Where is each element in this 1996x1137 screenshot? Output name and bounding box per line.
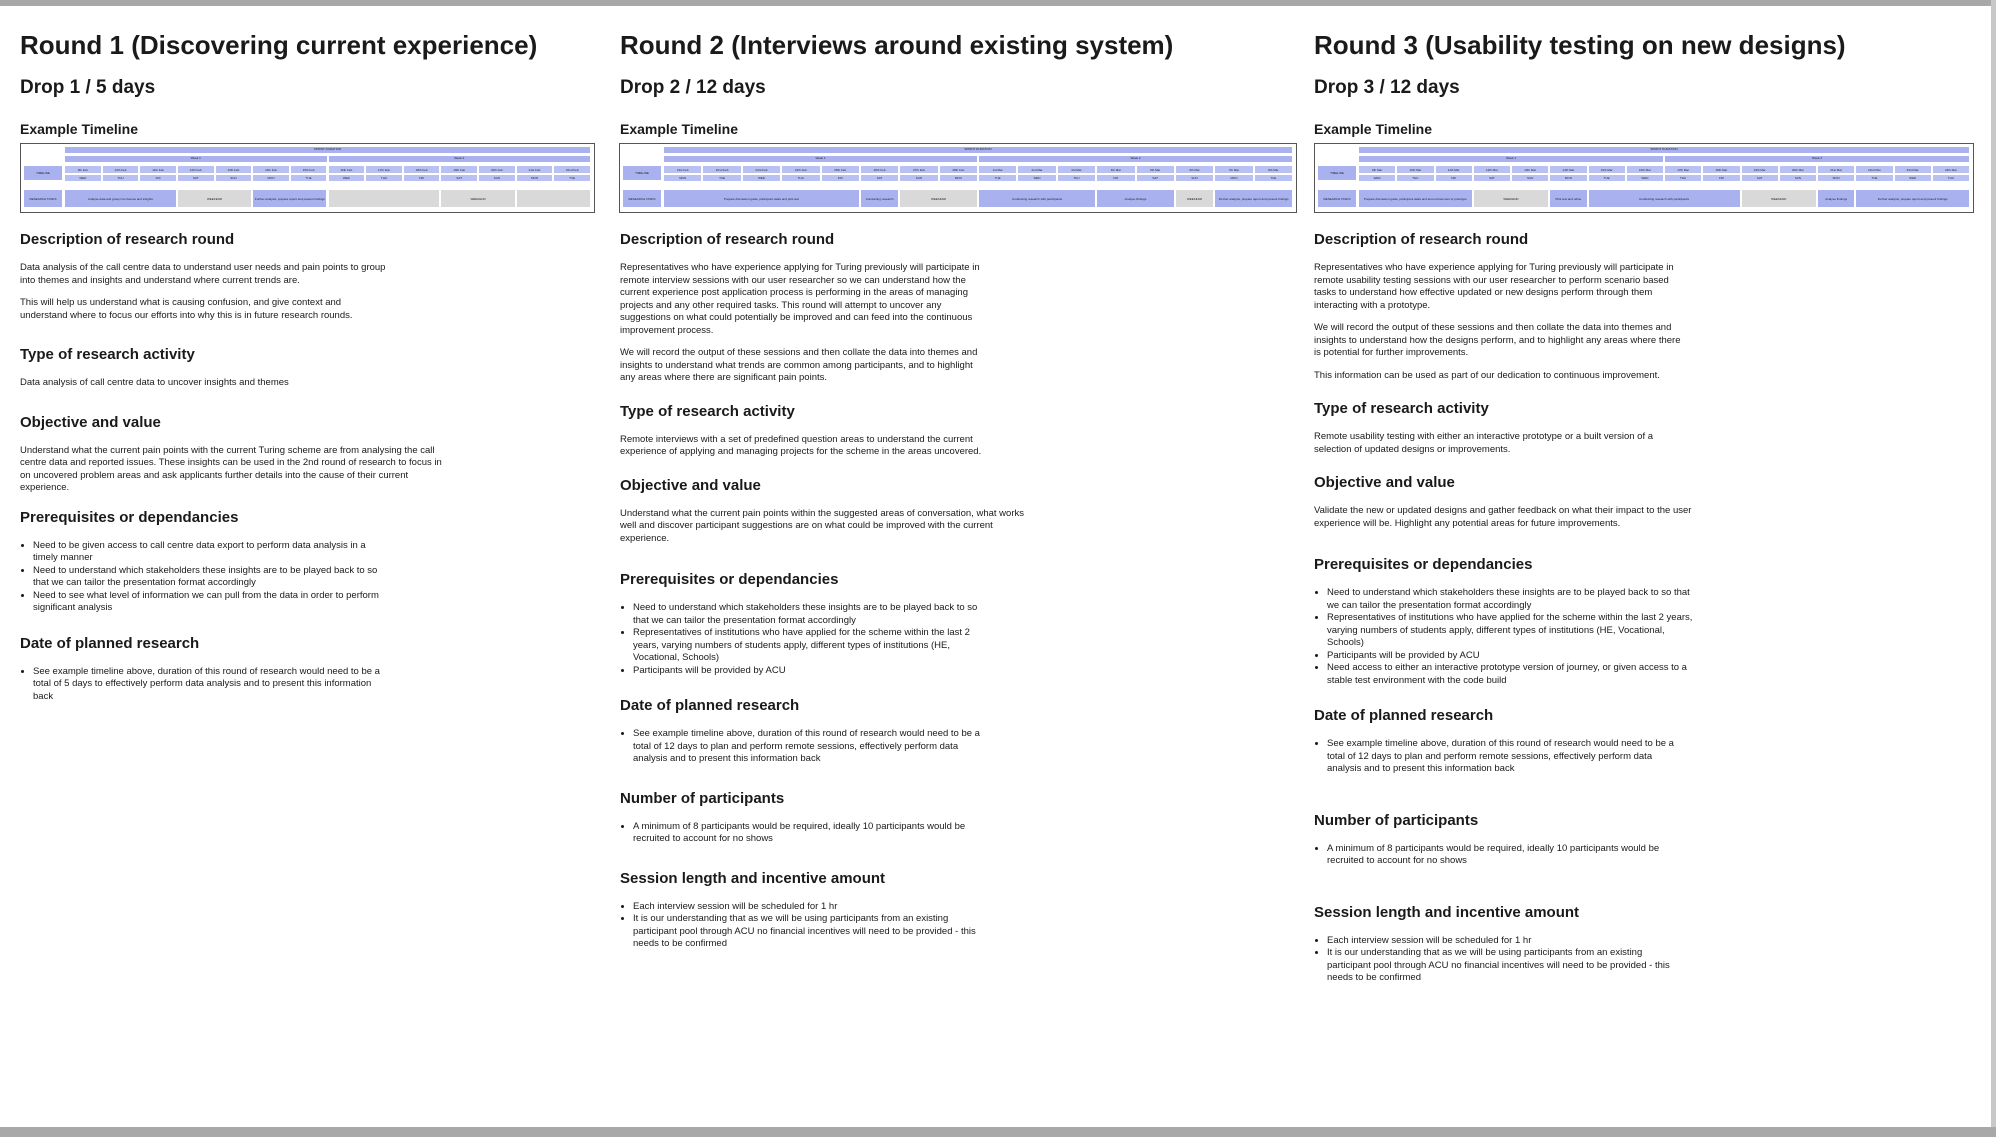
research-task-cell: WEEKEND [900, 190, 977, 207]
timeline-day-cell: TUE [979, 175, 1016, 181]
timeline-date-cell: 10th Mar [1397, 166, 1433, 173]
session-list [1314, 935, 1687, 985]
timeline-date-cell: 26th Feb [861, 166, 898, 173]
timeline-date-cell: 20th Mar [1780, 166, 1816, 173]
week-band: Week 2 [979, 156, 1292, 162]
timeline-day-cell: TUE [1589, 175, 1625, 181]
prerequisites-heading: Prerequisites or dependancies [1314, 556, 1533, 573]
timeline-day-cell: THU [782, 175, 819, 181]
timeline-date-cell: 16th Feb [329, 166, 365, 173]
timeline-date-cell: 13th Mar [1512, 166, 1548, 173]
list-item: • Representatives of institutions who have applied for the scheme within the last 2 years, varying numbers of students apply, different types of institutions (HE, Vocational, Schools) [633, 627, 993, 665]
description-paragraph: We will record the output of these sessions and then collate the data into themes and insights to understand how the designs perform, and to highlight any areas where there is potential for further improvements. [1314, 322, 1681, 358]
description-paragraph: We will record the output of these sessions and then collate the data into themes and insights to understand what trends are common among participants, and to highlight any areas where there are significant pain points. [620, 347, 978, 383]
research-task-cell [329, 190, 440, 207]
research-task-cell: Conducting research with participants [1589, 190, 1740, 207]
timeline-day-cell: SAT [441, 175, 477, 181]
timeline-date-cell: 21st Feb [664, 166, 701, 173]
timeline-date-cell: 4th Mar [1097, 166, 1134, 173]
sprint-duration-band: SPRINT DURATION [65, 147, 590, 153]
objective-heading: Objective and value [20, 413, 161, 431]
timeline-date-cell: 22nd Feb [703, 166, 740, 173]
timeline-date-cell: 27th Feb [900, 166, 937, 173]
timeline-day-cell: MON [1550, 175, 1586, 181]
timeline-date-cell: 24th Mar [1933, 166, 1969, 173]
research-task-cell: Conducting research with participants [979, 190, 1095, 207]
timeline-date-cell: 11th Mar [1436, 166, 1472, 173]
type-text: Data analysis of call centre data to uncover insights and themes [20, 377, 289, 388]
timeline-day-cell: MON [517, 175, 553, 181]
objective-text: Understand what the current pain points with the current Turing scheme are from analysing the call centre data and reported issues. These insights can be used in the 2nd round of research to focus in on uncovered problem areas and ask applicants further details into the cause of their current experience. [20, 444, 442, 493]
research-task-cell: Pilot test and refine [1550, 190, 1586, 207]
drop-label: Drop 1 / 5 days [20, 77, 156, 98]
timeline-day-cell: MON [664, 175, 701, 181]
description-paragraph: This information can be used as part of our dedication to continuous improvement. [1314, 369, 1660, 381]
timeline-day-cell: WED [1895, 175, 1931, 181]
list-item: • Need to see what level of information we can pull from the data in order to perform significant analysis [33, 590, 393, 615]
timeline-date-cell: 18th Mar [1703, 166, 1739, 173]
timeline-day-cell: SAT [1474, 175, 1510, 181]
timeline-row-label: TIMELINE [623, 166, 661, 180]
date-heading: Date of planned research [620, 697, 800, 714]
timeline-date-cell: 24th Feb [782, 166, 819, 173]
timeline-day-cell: FRI [404, 175, 440, 181]
timeline-date-cell: 9th Feb [65, 166, 101, 173]
timeline-day-cell: FRI [140, 175, 176, 181]
timeline-day-cell: SUN [479, 175, 515, 181]
timeline-heading: Example Timeline [1314, 121, 1433, 137]
timeline-table [20, 143, 595, 213]
timeline-day-cell: THU [366, 175, 402, 181]
research-task-cell: Further analysis, prepare report and present findings [253, 190, 326, 207]
research-task-cell: Analyse data and group into themes and insights [65, 190, 176, 207]
timeline-day-cell: WED [1359, 175, 1395, 181]
timeline-day-cell: TUE [1856, 175, 1892, 181]
timeline-date-cell: 25th Feb [822, 166, 859, 173]
timeline-day-cell: TUE [554, 175, 590, 181]
timeline-date-cell: 9th Mar [1359, 166, 1395, 173]
timeline-date-cell: 11th Feb [140, 166, 176, 173]
drop-label: Drop 3 / 12 days [1314, 77, 1460, 98]
list-item: • Need to be given access to call centre data export to perform data analysis in a timely manner [33, 540, 393, 565]
timeline-day-cell: SAT [178, 175, 214, 181]
list-item: • Each interview session will be scheduled for 1 hr [1327, 935, 1687, 948]
prerequisites-list [1314, 587, 1697, 687]
tasks-row-label: RESEARCH TASKS [623, 190, 661, 207]
timeline-date-cell: 15th Mar [1589, 166, 1625, 173]
timeline-row-label: TIMELINE [1318, 166, 1356, 180]
timeline-date-cell: 23rd Mar [1895, 166, 1931, 173]
timeline-date-cell: 19th Feb [441, 166, 477, 173]
research-task-cell: Further analysis, prepare report and present findings [1215, 190, 1292, 207]
list-item: • It is our understanding that as we will be using participants from an existing participant pool through ACU no financial incentives will need to be provided - this needs to be confirmed [1327, 947, 1687, 985]
timeline-date-cell: 7th Mar [1215, 166, 1252, 173]
research-task-cell: Prepare discussion guide, participant tasks and test environment or prototype [1359, 190, 1472, 207]
timeline-date-cell: 19th Mar [1742, 166, 1778, 173]
research-task-cell: Analyse findings [1097, 190, 1174, 207]
timeline-day-cell: SAT [1742, 175, 1778, 181]
week-band: Week 1 [65, 156, 327, 162]
timeline-table [1314, 143, 1974, 213]
timeline-date-cell: 3rd Mar [1058, 166, 1095, 173]
list-item: • Need to understand which stakeholders these insights are to be played back to so that we can tailor the presentation format accordingly [633, 602, 993, 627]
timeline-date-cell: 21st Mar [1818, 166, 1854, 173]
type-text: Remote interviews with a set of predefined question areas to understand the current experience of applying and managing projects for the scheme in the areas uncovered. [620, 433, 982, 457]
round-title: Round 3 (Usability testing on new designs) [1314, 30, 1846, 60]
timeline-date-cell: 22nd Feb [554, 166, 590, 173]
date-list [1314, 738, 1687, 776]
timeline-day-cell: MON [940, 175, 977, 181]
timeline-day-cell: THU [1397, 175, 1433, 181]
round-title: Round 2 (Interviews around existing system) [620, 30, 1174, 60]
timeline-day-cell: THU [103, 175, 139, 181]
timeline-date-cell: 21st Feb [517, 166, 553, 173]
prerequisites-list [620, 602, 993, 677]
round-1-column [20, 30, 595, 717]
type-heading: Type of research activity [620, 402, 795, 420]
description-heading: Description of research round [20, 231, 235, 248]
session-list [620, 901, 993, 951]
research-task-cell: Further analysis, prepare report and present findings [1856, 190, 1969, 207]
date-heading: Date of planned research [20, 634, 200, 652]
timeline-day-cell: WED [329, 175, 365, 181]
timeline-day-cell: SUN [1512, 175, 1548, 181]
timeline-date-cell: 14th Feb [253, 166, 289, 173]
research-task-cell: WEEKEND [1474, 190, 1549, 207]
timeline-heading: Example Timeline [620, 121, 739, 137]
timeline-day-cell: SAT [1137, 175, 1174, 181]
list-item: • Each interview session will be scheduled for 1 hr [633, 901, 993, 914]
research-task-cell: WEEKEND [1742, 190, 1817, 207]
timeline-day-cell: SUN [216, 175, 252, 181]
timeline-day-cell: SUN [900, 175, 937, 181]
timeline-date-cell: 17th Feb [366, 166, 402, 173]
objective-heading: Objective and value [620, 476, 761, 494]
week-band: Week 1 [1359, 156, 1663, 162]
list-item: • It is our understanding that as we will be using participants from an existing participant pool through ACU no financial incentives will need to be provided - this needs to be confirmed [633, 913, 993, 951]
timeline-date-cell: 2nd Mar [1018, 166, 1055, 173]
description-paragraph: Representatives who have experience applying for Turing previously will participate in remote interview sessions with our user researcher so we can understand how the current experience post application process is performing in the areas of managing projects and any other required tasks. This round will attempt to uncover any suggestions on what could potentially be improved and can feed into the continuous improvement process. [620, 262, 980, 336]
timeline-date-cell: 12th Feb [178, 166, 214, 173]
research-task-cell [517, 190, 590, 207]
list-item: • Need to understand which stakeholders these insights are to be played back to so that we can tailor the presentation format accordingly [1327, 587, 1697, 612]
timeline-date-cell: 17th Mar [1665, 166, 1701, 173]
timeline-row-label: TIMELINE [24, 166, 62, 180]
round-2-column [620, 30, 1300, 965]
timeline-date-cell: 14th Mar [1550, 166, 1586, 173]
timeline-day-cell: WED [1627, 175, 1663, 181]
date-heading: Date of planned research [1314, 707, 1494, 724]
list-item: • See example timeline above, duration of this round of research would need to be a total of 5 days to effectively perform data analysis and to present this information back [33, 666, 393, 704]
date-list [620, 728, 993, 766]
timeline-date-cell: 10th Feb [103, 166, 139, 173]
timeline-day-cell: SUN [1176, 175, 1213, 181]
timeline-date-cell: 12th Mar [1474, 166, 1510, 173]
timeline-day-cell: THU [1933, 175, 1969, 181]
list-item: • Need to understand which stakeholders these insights are to be played back to so that we can tailor the presentation format accordingly [33, 565, 393, 590]
research-task-cell: Conducting research [861, 190, 898, 207]
list-item: • A minimum of 8 participants would be required, ideally 10 participants would be recruited to account for no shows [1327, 843, 1687, 868]
list-item: • A minimum of 8 participants would be required, ideally 10 participants would be recruited to account for no shows [633, 821, 993, 846]
timeline-day-cell: MON [1818, 175, 1854, 181]
description-paragraph: Representatives who have experience applying for Turing previously will participate in remote usability testing sessions with our user researcher to perform scenario based tasks to understand how effective updated or new designs perform through them interacting with a prototype. [1314, 262, 1674, 311]
timeline-day-cell: SUN [1780, 175, 1816, 181]
type-heading: Type of research activity [20, 346, 195, 363]
timeline-heading: Example Timeline [20, 121, 139, 137]
research-task-cell: WEEKEND [178, 190, 251, 207]
week-band: Week 1 [664, 156, 977, 162]
description-paragraph: This will help us understand what is causing confusion, and give context and understand where to focus our efforts into why this is in future research rounds. [20, 297, 353, 321]
objective-text: Understand what the current pain points within the suggested areas of conversation, what works well and discover participant suggestions are on what could be improved with the current experience. [620, 507, 1024, 544]
timeline-date-cell: 23rd Feb [743, 166, 780, 173]
timeline-day-cell: FRI [1097, 175, 1134, 181]
timeline-date-cell: 20th Feb [479, 166, 515, 173]
type-text: Remote usability testing with either an interactive prototype or a built version of a selection of updated designs or improvements. [1314, 431, 1654, 455]
list-item: • Participants will be provided by ACU [1327, 650, 1697, 663]
week-band: Week 2 [1665, 156, 1969, 162]
timeline-day-cell: MON [253, 175, 289, 181]
list-item: • Participants will be provided by ACU [633, 665, 993, 678]
timeline-day-cell: FRI [822, 175, 859, 181]
session-heading: Session length and incentive amount [1314, 903, 1580, 921]
timeline-day-cell: MON [1215, 175, 1252, 181]
type-heading: Type of research activity [1314, 400, 1489, 417]
top-border [0, 0, 1996, 6]
timeline-date-cell: 5th Mar [1137, 166, 1174, 173]
timeline-day-cell: WED [65, 175, 101, 181]
prerequisites-heading: Prerequisites or dependancies [620, 571, 839, 588]
prerequisites-list [20, 540, 393, 615]
timeline-date-cell: 15th Feb [291, 166, 327, 173]
timeline-date-cell: 18th Feb [404, 166, 440, 173]
drop-label: Drop 2 / 12 days [620, 77, 766, 98]
bottom-border [0, 1127, 1996, 1137]
participants-heading: Number of participants [1314, 811, 1479, 829]
timeline-day-cell: TUE [703, 175, 740, 181]
timeline-date-cell: 16th Mar [1627, 166, 1663, 173]
timeline-day-cell: FRI [1703, 175, 1739, 181]
objective-heading: Objective and value [1314, 474, 1455, 491]
list-item: • Representatives of institutions who have applied for the scheme within the last 2 years, varying numbers of students apply, different types of institutions (HE, Vocational, Schools) [1327, 612, 1697, 650]
sprint-duration-band: SPRINT DURATION [1359, 147, 1969, 153]
participants-list [1314, 843, 1687, 868]
objective-text: Validate the new or updated designs and gather feedback on what their impact to the user experience will be. Highlight any potential areas for future improvements. [1314, 505, 1692, 529]
list-item: • See example timeline above, duration of this round of research would need to be a total of 12 days to plan and perform remote sessions, effectively perform data analysis and to present this information back [633, 728, 993, 766]
research-task-cell: WEEKEND [441, 190, 514, 207]
timeline-table [619, 143, 1297, 213]
timeline-date-cell: 28th Feb [940, 166, 977, 173]
participants-heading: Number of participants [620, 789, 785, 807]
timeline-day-cell: WED [743, 175, 780, 181]
timeline-day-cell: SAT [861, 175, 898, 181]
tasks-row-label: RESEARCH TASKS [1318, 190, 1356, 207]
description-paragraph: Data analysis of the call centre data to understand user needs and pain points to group into themes and insights and understand where current trends are. [20, 262, 386, 286]
timeline-date-cell: 8th Mar [1255, 166, 1292, 173]
timeline-date-cell: 1st Mar [979, 166, 1016, 173]
round-title: Round 1 (Discovering current experience) [20, 30, 538, 60]
description-heading: Description of research round [1314, 231, 1529, 248]
tasks-row-label: RESEARCH TASKS [24, 190, 62, 207]
timeline-day-cell: FRI [1436, 175, 1472, 181]
session-heading: Session length and incentive amount [620, 869, 886, 887]
research-task-cell: WEEKEND [1176, 190, 1213, 207]
research-task-cell: Prepare discussion guide, participant tasks and pilot test [664, 190, 859, 207]
list-item: • Need access to either an interactive prototype version of journey, or given access to a stable test environment with the code build [1327, 662, 1697, 687]
week-band: Week 2 [329, 156, 591, 162]
research-task-cell: Analyse findings [1818, 190, 1854, 207]
timeline-date-cell: 22nd Mar [1856, 166, 1892, 173]
timeline-date-cell: 13th Feb [216, 166, 252, 173]
right-border [1991, 0, 1996, 1137]
prerequisites-heading: Prerequisites or dependancies [20, 508, 239, 526]
list-item: • See example timeline above, duration of this round of research would need to be a total of 12 days to plan and perform remote sessions, effectively perform data analysis and to present this information back [1327, 738, 1687, 776]
timeline-day-cell: WED [1018, 175, 1055, 181]
timeline-day-cell: THU [1058, 175, 1095, 181]
description-heading: Description of research round [620, 231, 835, 248]
timeline-day-cell: TUE [291, 175, 327, 181]
timeline-date-cell: 6th Mar [1176, 166, 1213, 173]
participants-list [620, 821, 993, 846]
timeline-day-cell: THU [1665, 175, 1701, 181]
timeline-day-cell: TUE [1255, 175, 1292, 181]
round-3-column [1314, 30, 1974, 999]
sprint-duration-band: SPRINT DURATION [664, 147, 1292, 153]
date-list [20, 666, 393, 704]
